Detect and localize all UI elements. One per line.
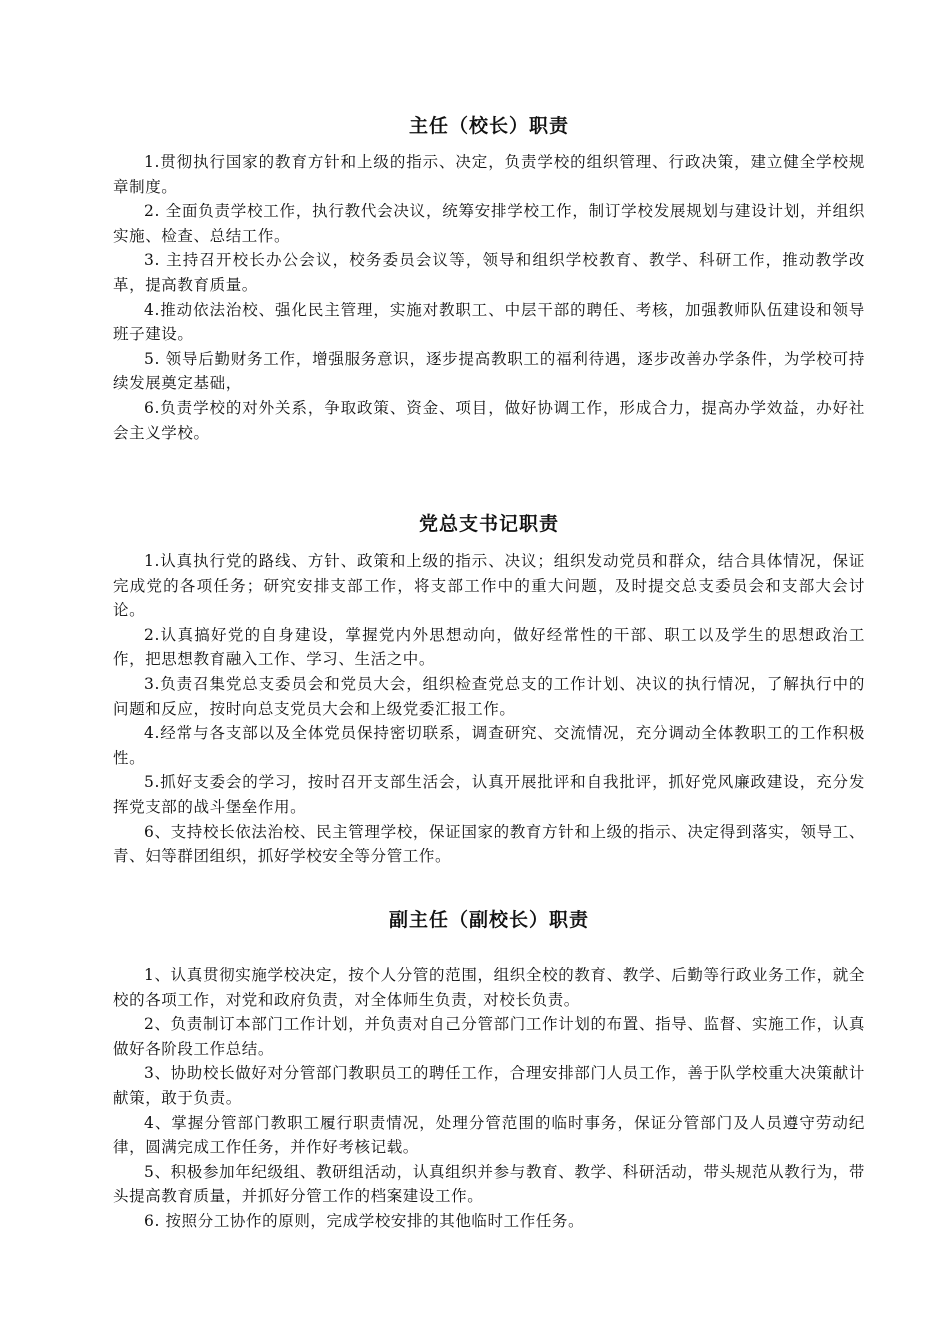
duty-item: 4.推动依法治校、强化民主管理，实施对教职工、中层干部的聘任、考核，加强教师队伍建设和领导班子建设。 bbox=[113, 300, 865, 344]
duty-item: 4.经常与各支部以及全体党员保持密切联系，调查研究、交流情况，充分调动全体教职工的工作积极性。 bbox=[113, 724, 865, 767]
duty-item: 3、协助校长做好对分管部门教职员工的聘任工作，合理安排部门人员工作，善于队学校重大决策献计献策，敢于负责。 bbox=[113, 1064, 865, 1107]
section-title: 主任（校长）职责 bbox=[408, 115, 569, 137]
duty-item: 4、掌握分管部门教职工履行职责情况，处理分管范围的临时事务，保证分管部门及人员遵守劳动纪律，圆满完成工作任务，并作好考核记载。 bbox=[113, 1113, 865, 1157]
duty-item: 5.抓好支委会的学习，按时召开支部生活会，认真开展批评和自我批评，抓好党风廉政建设，充分发挥党支部的战斗堡垒作用。 bbox=[113, 773, 865, 816]
duty-item: 5. 领导后勤财务工作，增强服务意识，逐步提高教职工的福利待遇，逐步改善办学条件，为学校可持续发展奠定基础， bbox=[113, 349, 865, 393]
vice-principal-duties-section bbox=[113, 907, 865, 1234]
duty-item: 2. 全面负责学校工作，执行教代会决议，统筹安排学校工作，制订学校发展规划与建设计划，并组织实施、检查、总结工作。 bbox=[113, 202, 865, 245]
duty-item: 1.认真执行党的路线、方针、政策和上级的指示、决议；组织发动党员和群众，结合具体情况，保证完成党的各项任务；研究安排支部工作，将支部工作中的重大问题，及时提交总支委员会和支部大会讨论。 bbox=[113, 552, 865, 620]
duty-list bbox=[113, 549, 865, 869]
duty-item: 6.负责学校的对外关系，争取政策、资金、项目，做好协调工作，形成合力，提高办学效益，办好社会主义学校。 bbox=[113, 398, 865, 442]
duty-item: 2.认真搞好党的自身建设，掌握党内外思想动向，做好经常性的干部、职工以及学生的思想政治工作，把思想教育融入工作、学习、生活之中。 bbox=[113, 625, 865, 669]
duty-list bbox=[113, 150, 865, 445]
duty-item: 3. 主持召开校长办公会议，校务委员会议等，领导和组织学校教育、教学、科研工作，推动教学改革，提高教育质量。 bbox=[113, 251, 865, 294]
principal-duties-section bbox=[113, 113, 865, 445]
duty-item: 6、支持校长依法治校、民主管理学校，保证国家的教育方针和上级的指示、决定得到落实，领导工、青、妇等群团组织，抓好学校安全等分管工作。 bbox=[113, 822, 865, 866]
duty-item: 5、积极参加年纪级组、教研组活动，认真组织并参与教育、教学、科研活动，带头规范从教行为，带头提高教育质量，并抓好分管工作的档案建设工作。 bbox=[113, 1162, 865, 1206]
duty-item: 2、负责制订本部门工作计划，并负责对自己分管部门工作计划的布置、指导、监督、实施工作，认真做好各阶段工作总结。 bbox=[113, 1015, 865, 1058]
duty-item: 1.贯彻执行国家的教育方针和上级的指示、决定，负责学校的组织管理、行政决策，建立健全学校规章制度。 bbox=[113, 153, 865, 196]
party-secretary-duties-section bbox=[113, 511, 865, 869]
duty-list bbox=[113, 963, 865, 1234]
section-title: 党总支书记职责 bbox=[418, 513, 559, 535]
section-title: 副主任（副校长）职责 bbox=[388, 909, 589, 931]
duty-item: 3.负责召集党总支委员会和党员大会，组织检查党总支的工作计划、决议的执行情况，了解执行中的问题和反应，按时向总支党员大会和上级党委汇报工作。 bbox=[113, 674, 865, 718]
duty-item: 6. 按照分工协作的原则，完成学校安排的其他临时工作任务。 bbox=[144, 1211, 585, 1230]
duty-item: 1、认真贯彻实施学校决定，按个人分管的范围，组织全校的教育、教学、后勤等行政业务工作，就全校的各项工作，对党和政府负责，对全体师生负责，对校长负责。 bbox=[113, 966, 865, 1009]
